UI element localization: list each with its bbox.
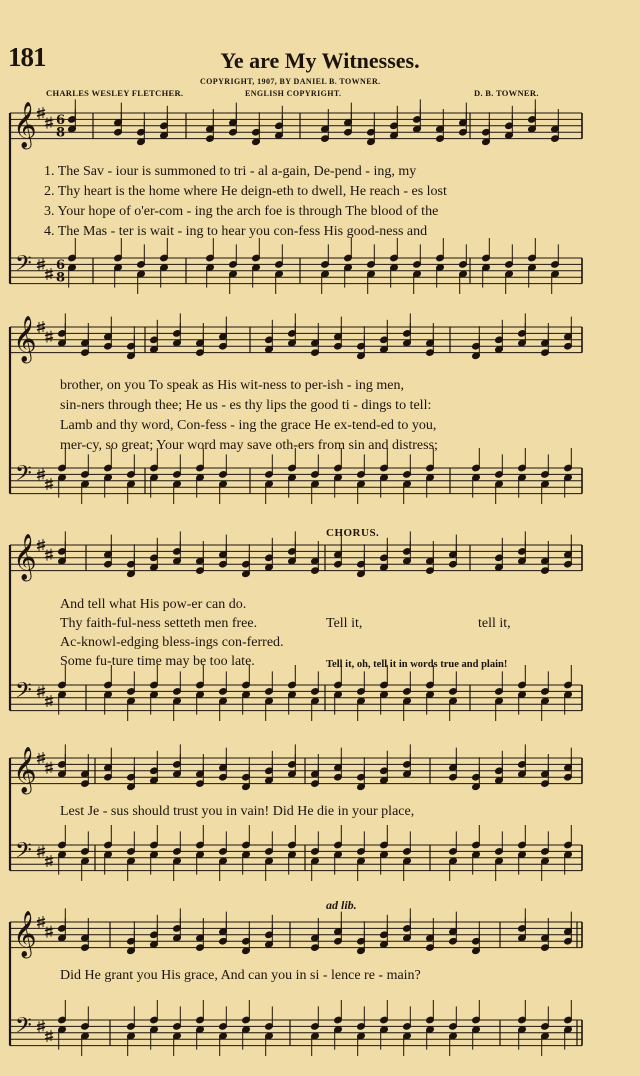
- sharp-sign: [37, 324, 45, 326]
- treble-clef-icon: 𝄞: [13, 910, 37, 957]
- chorus-echo: Tell it, oh, tell it in words true and plain!: [326, 659, 508, 670]
- sharp-sign: [37, 110, 45, 112]
- sharp-sign: [37, 919, 45, 921]
- hymn-number: 181: [8, 42, 46, 72]
- verse-3-line-1: 3. Your hope of o'er-com - ing the arch foe is through The blood of the: [44, 204, 439, 219]
- chorus-label: CHORUS.: [326, 527, 380, 539]
- verse-3-line-3: Ac-knowl-edging bless-ings con-ferred.: [60, 635, 284, 650]
- bass-clef-icon: 𝄢: [15, 678, 32, 709]
- chorus-line-2: Did He grant you His grace, And can you in si - lence re - main?: [60, 968, 421, 983]
- sharp-sign: [37, 1023, 45, 1025]
- sharp-sign: [37, 328, 45, 330]
- sharp-sign: [37, 546, 45, 548]
- sharp-sign: [37, 923, 45, 925]
- sharp-sign: [45, 124, 53, 126]
- english-copyright-line: ENGLISH COPYRIGHT.: [245, 89, 342, 98]
- sharp-sign: [37, 852, 45, 854]
- composer-credit: D. B. TOWNER.: [474, 88, 539, 98]
- verse-3-line-2: Lamb and thy word, Con-fess - ing the grace He ex-tend-ed to you,: [60, 418, 437, 433]
- sharp-sign: [37, 1027, 45, 1029]
- verse-2-line-3: Thy faith-ful-ness setteth men free.: [60, 616, 258, 631]
- sharp-sign: [37, 261, 45, 263]
- chorus-tell-it-2: tell it,: [478, 616, 511, 631]
- sharp-sign: [37, 542, 45, 544]
- bass-clef-icon: 𝄢: [15, 461, 32, 492]
- hymn-title: Ye are My Witnesses.: [220, 48, 420, 73]
- time-signature: 8: [56, 270, 66, 286]
- verse-4-line-3: Some fu-ture time may be too late.: [60, 654, 255, 669]
- verse-4-line-1: 4. The Mas - ter is wait - ing to hear you con-fess His good-ness and: [44, 224, 428, 239]
- treble-clef-icon: 𝄞: [13, 315, 37, 362]
- treble-clef-icon: 𝄞: [13, 533, 37, 580]
- verse-1-line-1: 1. The Sav - iour is summoned to tri - al a-gain, De-pend - ing, my: [44, 164, 417, 179]
- sharp-sign: [37, 755, 45, 757]
- treble-clef-icon: 𝄞: [13, 746, 37, 793]
- lyricist-credit: CHARLES WESLEY FLETCHER.: [46, 88, 184, 98]
- treble-clef-icon: 𝄞: [13, 101, 37, 148]
- time-signature: 6: [56, 257, 66, 273]
- bass-clef-icon: 𝄢: [15, 251, 32, 282]
- sharp-sign: [37, 688, 45, 690]
- time-signature: 8: [56, 125, 66, 141]
- chorus-tell-it-1: Tell it,: [326, 616, 363, 631]
- copyright-line: COPYRIGHT, 1907, BY DANIEL B. TOWNER.: [200, 77, 381, 86]
- sharp-sign: [37, 471, 45, 473]
- verse-1-line-2: brother, on you To speak as His wit-ness to per-ish - ing men,: [60, 378, 404, 393]
- chorus-line-1: Lest Je - sus should trust you in vain! Did He die in your place,: [60, 804, 415, 819]
- sharp-sign: [37, 475, 45, 477]
- verse-4-line-2: mer-cy, so great; Your word may save oth-ers from sin and distress;: [60, 438, 438, 453]
- verse-2-line-1: 2. Thy heart is the home where He deign-eth to dwell, He reach - es lost: [44, 184, 447, 199]
- sharp-sign: [37, 848, 45, 850]
- time-signature: 6: [56, 112, 66, 128]
- verse-2-line-2: sin-ners through thee; He us - es thy lips the good ti - dings to tell:: [60, 398, 432, 413]
- sharp-sign: [37, 114, 45, 116]
- sharp-sign: [37, 759, 45, 761]
- sharp-sign: [37, 692, 45, 694]
- sharp-sign: [37, 265, 45, 267]
- bass-clef-icon: 𝄢: [15, 838, 32, 869]
- ad-lib-marking: ad lib.: [326, 898, 357, 912]
- verse-1-line-3: And tell what His pow-er can do.: [60, 597, 247, 612]
- bass-clef-icon: 𝄢: [15, 1013, 32, 1044]
